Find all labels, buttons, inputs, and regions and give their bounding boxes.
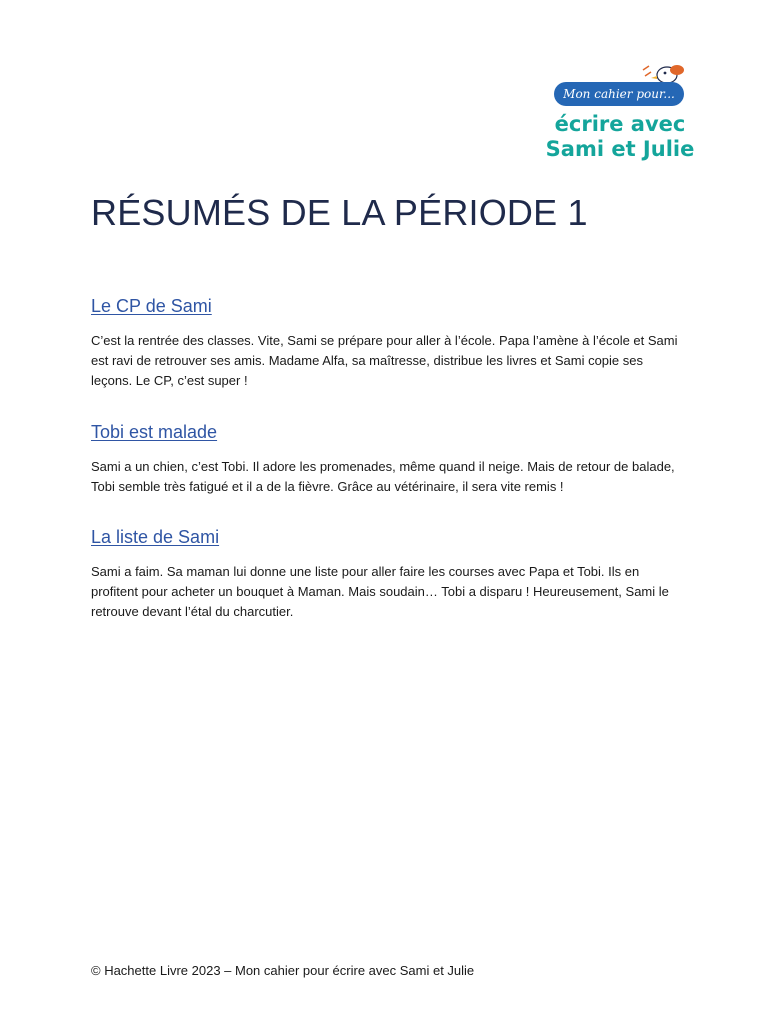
brand-logo: [540, 60, 710, 170]
brand-title: [540, 112, 700, 162]
page-footer: © Hachette Livre 2023 – Mon cahier pour écrire avec Sami et Julie: [91, 963, 475, 978]
brand-title-line2: Sami et Julie: [545, 137, 695, 161]
section-le-cp-de-sami: [91, 296, 681, 391]
page-title: RÉSUMÉS DE LA PÉRIODE 1: [91, 192, 588, 233]
section-body: Sami a faim. Sa maman lui donne une liste pour aller faire les courses avec Papa et Tobi. Ils en profitent pour acheter un bouquet à Maman. Mais soudain… Tobi a disparu ! Heureusement, Sami le retrouve devant l’étal du charcutier.: [91, 564, 669, 619]
section-body: C’est la rentrée des classes. Vite, Sami se prépare pour aller à l’école. Papa l’amène à l’école et Sami est ravi de retrouver ses amis. Madame Alfa, sa maîtresse, distribue les livres et Sami copie ses leçons. Le CP, c’est super !: [91, 333, 678, 388]
section-la-liste-de-sami: [91, 527, 681, 622]
section-heading: Le CP de Sami: [91, 296, 212, 316]
section-body: Sami a un chien, c’est Tobi. Il adore les promenades, même quand il neige. Mais de retour de balade, Tobi semble très fatigué et il a de la fièvre. Grâce au vétérinaire, il sera vite remis !: [91, 459, 675, 494]
brand-series-pill: Mon cahier pour...: [554, 82, 684, 106]
section-heading: Tobi est malade: [91, 422, 218, 442]
section-tobi-est-malade: [91, 422, 681, 497]
brand-title-line1: écrire avec: [554, 112, 686, 136]
section-heading: La liste de Sami: [91, 527, 220, 547]
